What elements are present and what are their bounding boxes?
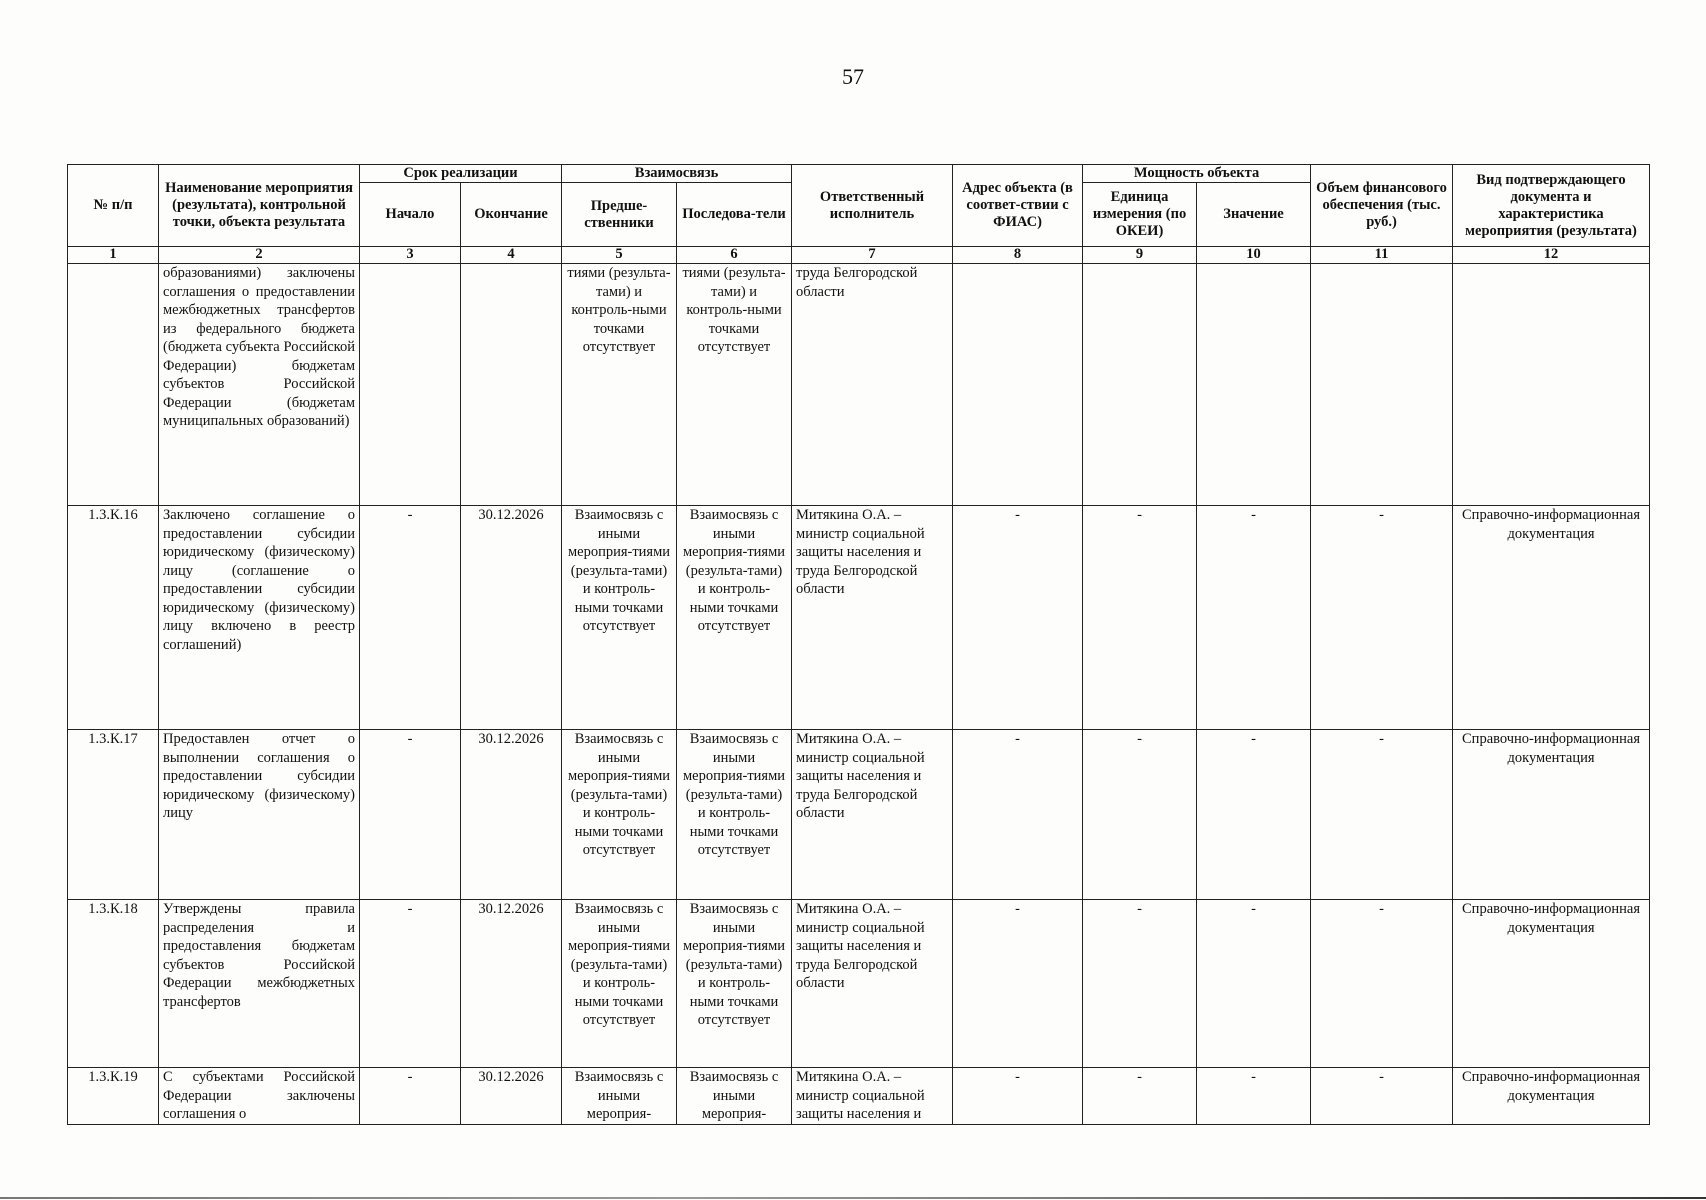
responsible: Митякина О.А. – министр социальной защиты населения и труда Белгородской области — [792, 506, 953, 730]
predecessors: Взаимосвязь с иными мероприя-тиями (результа-тами) и контроль-ными точками отсутствует — [562, 506, 677, 730]
table-header — [68, 165, 1650, 264]
unit: - — [1083, 1068, 1197, 1125]
unit — [1083, 264, 1197, 506]
finance: - — [1311, 900, 1453, 1068]
column-number: 3 — [360, 247, 461, 264]
table-row — [68, 730, 1650, 900]
address: - — [953, 730, 1083, 900]
successors: Взаимосвязь с иными мероприя- — [677, 1068, 792, 1125]
header-power-group: Мощность объекта — [1083, 165, 1311, 183]
document-type: Справочно-информационная документация — [1453, 730, 1650, 900]
document-type: Справочно-информационная документация — [1453, 506, 1650, 730]
predecessors: Взаимосвязь с иными мероприя- — [562, 1068, 677, 1125]
row-number: 1.3.К.17 — [68, 730, 159, 900]
document-type — [1453, 264, 1650, 506]
row-number: 1.3.К.19 — [68, 1068, 159, 1125]
address: - — [953, 1068, 1083, 1125]
table-row — [68, 1068, 1650, 1125]
successors: тиями (результа-тами) и контроль-ными точками отсутствует — [677, 264, 792, 506]
header-number: № п/п — [68, 165, 159, 247]
column-number: 9 — [1083, 247, 1197, 264]
table-row — [68, 900, 1650, 1068]
event-name: Заключено соглашение о предоставлении субсидии юридическому (физическому) лицу (соглашение о предоставлении субсидии юридическому (физическому) лицу включено в реестр соглашений) — [159, 506, 360, 730]
header-name: Наименование мероприятия (результата), контрольной точки, объекта результата — [159, 165, 360, 247]
successors: Взаимосвязь с иными мероприя-тиями (результа-тами) и контроль-ными точками отсутствует — [677, 506, 792, 730]
responsible: труда Белгородской области — [792, 264, 953, 506]
predecessors: Взаимосвязь с иными мероприя-тиями (результа-тами) и контроль-ными точками отсутствует — [562, 900, 677, 1068]
finance — [1311, 264, 1453, 506]
end-date: 30.12.2026 — [461, 900, 562, 1068]
header-finance: Объем финансового обеспечения (тыс. руб.) — [1311, 165, 1453, 247]
row-number: 1.3.К.16 — [68, 506, 159, 730]
address: - — [953, 506, 1083, 730]
finance: - — [1311, 506, 1453, 730]
start-date: - — [360, 730, 461, 900]
end-date: 30.12.2026 — [461, 506, 562, 730]
responsible: Митякина О.А. – министр социальной защиты населения и труда Белгородской области — [792, 900, 953, 1068]
event-name: Утверждены правила распределения и предоставления бюджетам субъектов Российской Федерации межбюджетных трансфертов — [159, 900, 360, 1068]
column-number: 11 — [1311, 247, 1453, 264]
column-number: 10 — [1197, 247, 1311, 264]
value: - — [1197, 900, 1311, 1068]
event-name: образованиями) заключены соглашения о предоставлении межбюджетных трансфертов из федерального бюджета (бюджета субъекта Российской Федерации) бюджетам субъектов Российской Федерации (бюджетам муниципальных образований) — [159, 264, 360, 506]
header-predecessors: Предше-ственники — [562, 183, 677, 247]
header-end: Окончание — [461, 183, 562, 247]
document-type: Справочно-информационная документация — [1453, 1068, 1650, 1125]
header-link-group: Взаимосвязь — [562, 165, 792, 183]
column-number: 1 — [68, 247, 159, 264]
predecessors: тиями (результа-тами) и контроль-ными точками отсутствует — [562, 264, 677, 506]
column-number: 5 — [562, 247, 677, 264]
start-date: - — [360, 900, 461, 1068]
value: - — [1197, 730, 1311, 900]
unit: - — [1083, 506, 1197, 730]
predecessors: Взаимосвязь с иными мероприя-тиями (результа-тами) и контроль-ными точками отсутствует — [562, 730, 677, 900]
finance: - — [1311, 1068, 1453, 1125]
end-date: 30.12.2026 — [461, 730, 562, 900]
header-address: Адрес объекта (в соответ-ствии с ФИАС) — [953, 165, 1083, 247]
finance: - — [1311, 730, 1453, 900]
value — [1197, 264, 1311, 506]
header-term-group: Срок реализации — [360, 165, 562, 183]
end-date — [461, 264, 562, 506]
address: - — [953, 900, 1083, 1068]
address — [953, 264, 1083, 506]
header-responsible: Ответственный исполнитель — [792, 165, 953, 247]
responsible: Митякина О.А. – министр социальной защиты населения и — [792, 1068, 953, 1125]
column-number: 7 — [792, 247, 953, 264]
page-number: 57 — [842, 64, 864, 89]
unit: - — [1083, 900, 1197, 1068]
column-numbers-row — [68, 247, 1650, 264]
column-number: 4 — [461, 247, 562, 264]
scan-edge-line — [0, 1197, 1706, 1199]
header-start: Начало — [360, 183, 461, 247]
column-number: 8 — [953, 247, 1083, 264]
successors: Взаимосвязь с иными мероприя-тиями (результа-тами) и контроль-ными точками отсутствует — [677, 900, 792, 1068]
plan-table — [67, 164, 1650, 1125]
document-type: Справочно-информационная документация — [1453, 900, 1650, 1068]
value: - — [1197, 1068, 1311, 1125]
column-number: 6 — [677, 247, 792, 264]
header-document: Вид подтверждающего документа и характеристика мероприятия (результата) — [1453, 165, 1650, 247]
start-date: - — [360, 506, 461, 730]
successors: Взаимосвязь с иными мероприя-тиями (результа-тами) и контроль-ными точками отсутствует — [677, 730, 792, 900]
start-date — [360, 264, 461, 506]
header-unit: Единица измерения (по ОКЕИ) — [1083, 183, 1197, 247]
table-row — [68, 506, 1650, 730]
column-number: 2 — [159, 247, 360, 264]
header-successors: Последова-тели — [677, 183, 792, 247]
row-number: 1.3.К.18 — [68, 900, 159, 1068]
start-date: - — [360, 1068, 461, 1125]
event-name: Предоставлен отчет о выполнении соглашения о предоставлении субсидии юридическому (физическому) лицу — [159, 730, 360, 900]
row-number — [68, 264, 159, 506]
column-number: 12 — [1453, 247, 1650, 264]
responsible: Митякина О.А. – министр социальной защиты населения и труда Белгородской области — [792, 730, 953, 900]
event-name: С субъектами Российской Федерации заключены соглашения о — [159, 1068, 360, 1125]
table-row — [68, 264, 1650, 506]
end-date: 30.12.2026 — [461, 1068, 562, 1125]
value: - — [1197, 506, 1311, 730]
unit: - — [1083, 730, 1197, 900]
header-value: Значение — [1197, 183, 1311, 247]
